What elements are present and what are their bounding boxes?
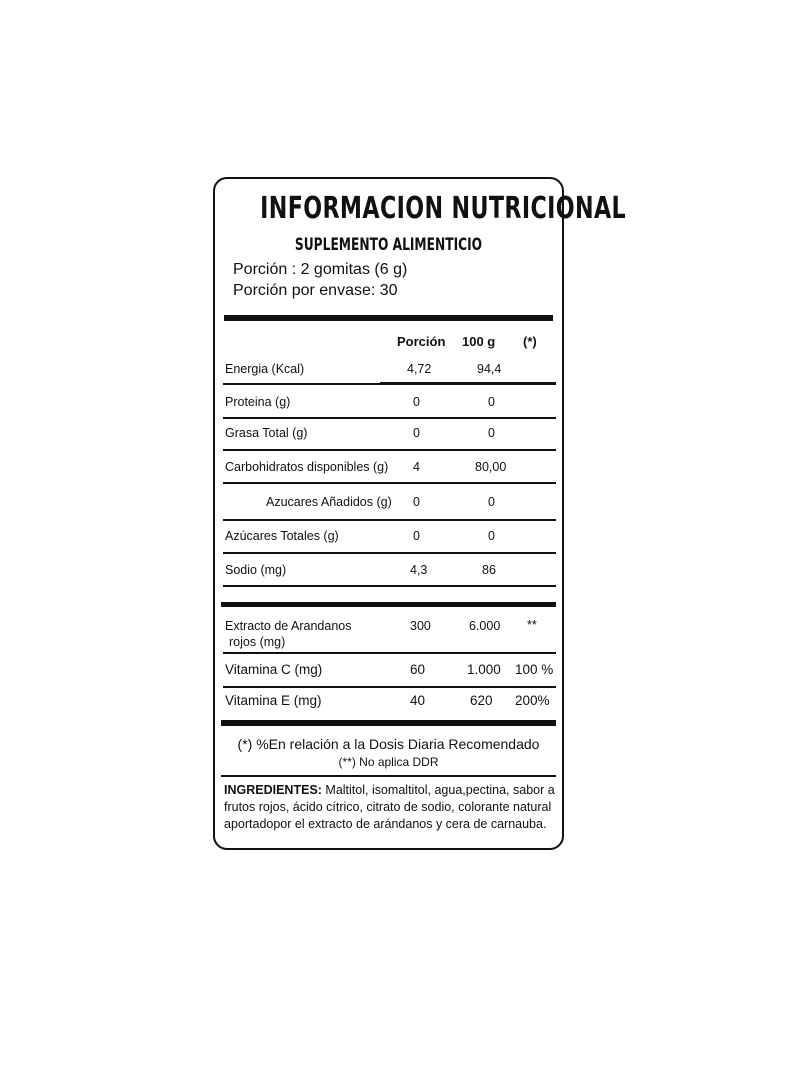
nutrient-portion-energia: 4,72: [407, 362, 432, 376]
nutrient-name-carbohidratos: Carbohidratos disponibles (g): [225, 460, 389, 474]
row-divider: [223, 449, 556, 451]
row-divider: [223, 686, 556, 688]
header-per-100g: 100 g: [462, 334, 496, 349]
nutrient-portion-sodio: 4,3: [410, 563, 428, 577]
thick-divider-top: [224, 315, 553, 321]
row-divider: [223, 552, 556, 554]
thick-divider-middle: [221, 602, 556, 607]
row-divider: [223, 482, 556, 484]
extra-per100-extracto: 6.000: [469, 619, 501, 633]
nutrient-portion-proteina: 0: [413, 395, 420, 409]
extra-name-extracto-line2: rojos (mg): [229, 635, 286, 649]
label-title: INFORMACION NUTRICIONAL: [260, 191, 627, 226]
thick-divider-bottom: [221, 720, 556, 726]
footnote-divider: [221, 775, 556, 777]
nutrient-name-proteina: Proteina (g): [225, 395, 291, 409]
nutrient-per100-azucares-totales: 0: [488, 529, 495, 543]
extra-name-extracto-line1: Extracto de Arandanos: [225, 619, 352, 633]
ingredients-block: [224, 782, 556, 833]
header-ddr: (*): [523, 334, 537, 349]
row-divider: [223, 417, 556, 419]
row-divider: [223, 519, 556, 521]
nutrient-portion-azucares-totales: 0: [413, 529, 420, 543]
nutrient-per100-sodio: 86: [482, 563, 496, 577]
serving-size: Porción : 2 gomitas (6 g): [233, 261, 408, 278]
nutrient-per100-azucares-anadidos: 0: [488, 495, 495, 509]
nutrient-per100-energia: 94,4: [477, 362, 502, 376]
nutrient-name-azucares-totales: Azúcares Totales (g): [225, 529, 339, 543]
extra-portion-vitamina-c: 60: [410, 662, 426, 677]
nutrient-portion-carbohidratos: 4: [413, 460, 420, 474]
label-subtitle: SUPLEMENTO ALIMENTICIO: [294, 235, 483, 255]
nutrient-portion-azucares-anadidos: 0: [413, 495, 420, 509]
extra-per100-vitamina-e: 620: [470, 693, 493, 708]
row-divider: [223, 585, 556, 587]
ingredients-text: Maltitol, isomaltitol, agua,pectina, sabor a frutos rojos, ácido cítrico, citrato de sodio, colorante natural aportadopor el extracto de arándanos y cera de carnauba.: [224, 783, 555, 831]
extra-per100-vitamina-c: 1.000: [467, 662, 501, 677]
row-divider: [223, 652, 556, 654]
nutrient-per100-grasa-total: 0: [488, 426, 495, 440]
extra-name-vitamina-e: Vitamina E (mg): [225, 693, 322, 708]
extra-name-vitamina-c: Vitamina C (mg): [225, 662, 323, 677]
footnote-ddr: (*) %En relación a la Dosis Diaria Recomendado: [237, 736, 540, 752]
nutrient-portion-grasa-total: 0: [413, 426, 420, 440]
extra-ddr-vitamina-c: 100 %: [515, 662, 554, 677]
extra-portion-extracto: 300: [410, 619, 431, 633]
nutrient-per100-proteina: 0: [488, 395, 495, 409]
row-divider: [223, 383, 556, 385]
nutrient-name-grasa-total: Grasa Total (g): [225, 426, 308, 440]
nutrient-per100-carbohidratos: 80,00: [475, 460, 507, 474]
nutrient-name-azucares-anadidos: Azucares Añadidos (g): [266, 495, 392, 509]
nutrient-name-sodio: Sodio (mg): [225, 563, 287, 577]
footnote-no-ddr: (**) No aplica DDR: [338, 755, 439, 769]
extra-ddr-extracto: **: [527, 618, 537, 632]
extra-ddr-vitamina-e: 200%: [515, 693, 550, 708]
nutrient-name-energia: Energia (Kcal): [225, 362, 305, 376]
servings-per-container: Porción por envase: 30: [233, 282, 398, 299]
header-portion: Porción: [397, 334, 446, 349]
extra-portion-vitamina-e: 40: [410, 693, 426, 708]
nutrition-label: [213, 177, 627, 850]
ingredients-label: INGREDIENTES:: [224, 783, 322, 797]
